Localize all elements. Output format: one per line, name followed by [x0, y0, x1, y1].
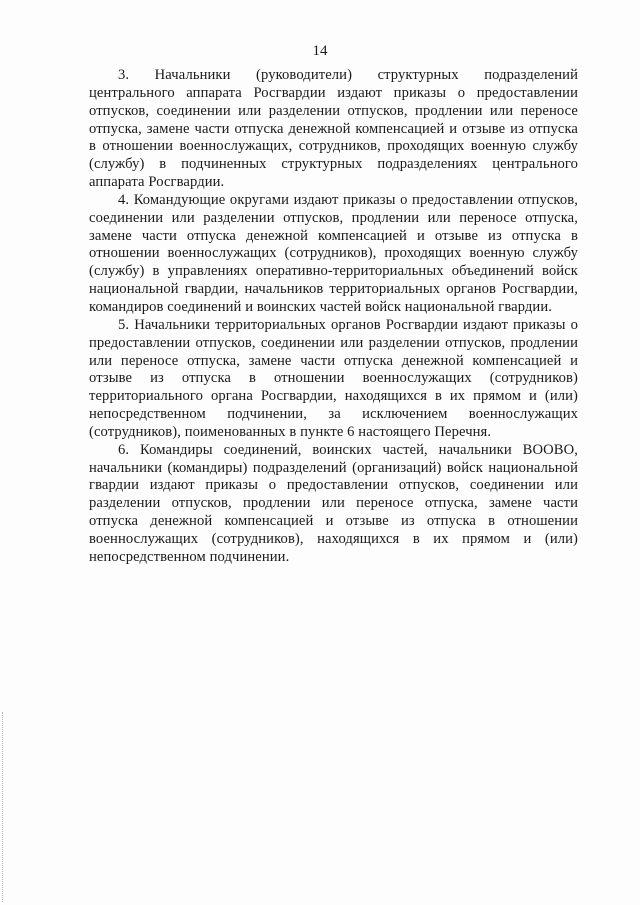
- paragraph-6: 6. Командиры соединений, воинских частей, начальники ВООВО, начальники (командиры) подразделений (организаций) войск национальной гвардии издают приказы о предоставлении отпусков, соединении или разделении отпусков, продлении или переносе отпуска, замене части отпуска денежной компенсацией и отзыве из отпуска в отношении военнослужащих (сотрудников), находящихся в их прямом и (или) непосредственном подчинении.: [89, 441, 578, 565]
- page-number: 14: [312, 43, 328, 59]
- scan-edge-mark: [2, 712, 4, 902]
- paragraph-3: 3. Начальники (руководители) структурных подразделений центрального аппарата Росгвардии издают приказы о предоставлении отпусков, соединении или разделении отпусков, продлении или переносе отпуска, замене части отпуска денежной компенсацией и отзыве из отпуска в отношении военнослужащих, сотрудников, проходящих военную службу (службу) в подчиненных структурных подразделениях центрального аппарата Росгвардии.: [89, 67, 578, 191]
- document-body: [89, 67, 578, 567]
- paragraph-5: 5. Начальники территориальных органов Росгвардии издают приказы о предоставлении отпусков, соединении или разделении отпусков, продлении или переносе отпуска, замене части отпуска денежной компенсацией и отзыве из отпуска в отношении военнослужащих (сотрудников) территориального органа Росгвардии, находящихся в их прямом и (или) непосредственном подчинении, за исключением военнослужащих (сотрудников), поименованных в пункте 6 настоящего Перечня.: [89, 316, 578, 440]
- paragraph-4: 4. Командующие округами издают приказы о предоставлении отпусков, соединении или разделении отпусков, продлении или переносе отпуска, замене части отпуска денежной компенсацией и отзыве из отпуска в отношении военнослужащих (сотрудников), проходящих военную службу (службу) в управлениях оперативно-территориальных объединений войск национальной гвардии, начальников территориальных органов Росгвардии, командиров соединений и воинских частей войск национальной гвардии.: [89, 191, 578, 315]
